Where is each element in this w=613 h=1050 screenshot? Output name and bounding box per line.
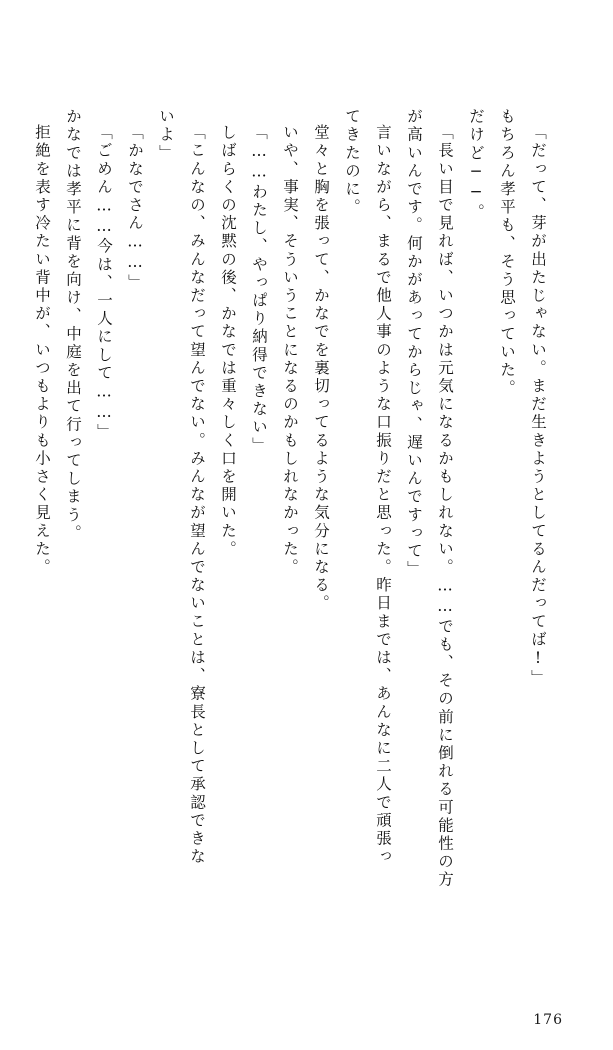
text-line: もちろん孝平も、そう思っていた。: [498, 108, 516, 398]
vertical-text-block: [26, 108, 553, 988]
text-line: 「長い目で見れば、いつかは元気になるかもしれない。……でも、その前に倒れる可能性の方: [436, 124, 454, 890]
text-line: 堂々と胸を張って、かなでを裏切ってるような気分になる。: [312, 124, 330, 613]
text-line: 「ごめん……今は、一人にして……」: [95, 124, 113, 442]
text-line: しばらくの沈黙の後、かなでは重々しく口を開いた。: [219, 124, 237, 559]
text-line: だけど──。: [467, 108, 485, 222]
text-line: いよ」: [157, 108, 175, 163]
text-line: 「だって、芽が出たじゃない。まだ生きようとしてるんだってば!」: [529, 124, 547, 688]
text-line: 拒絶を表す冷たい背中が、いつもよりも小さく見えた。: [33, 124, 51, 577]
text-line: 「……わたし、やっぱり納得できない」: [250, 124, 268, 455]
text-line: が高いんです。何かがあってからじゃ、遅いんですって」: [405, 108, 423, 579]
text-line: いや、事実、そういうことになるのかもしれなかった。: [281, 124, 299, 577]
text-line: てきたのに。: [343, 108, 361, 217]
text-line: 「かなでさん……」: [126, 124, 144, 292]
text-line: かなでは孝平に背を向け、中庭を出て行ってしまう。: [64, 108, 82, 543]
text-line: 言いながら、まるで他人事のような口振りだと思った。昨日までは、あんなに二人で頑張っ: [374, 124, 392, 867]
page-number: 176: [533, 1012, 563, 1028]
text-line: 「こんなの、みんなだって望んでない。みんなが望んでないことは、寮長として承認できな: [188, 124, 206, 867]
